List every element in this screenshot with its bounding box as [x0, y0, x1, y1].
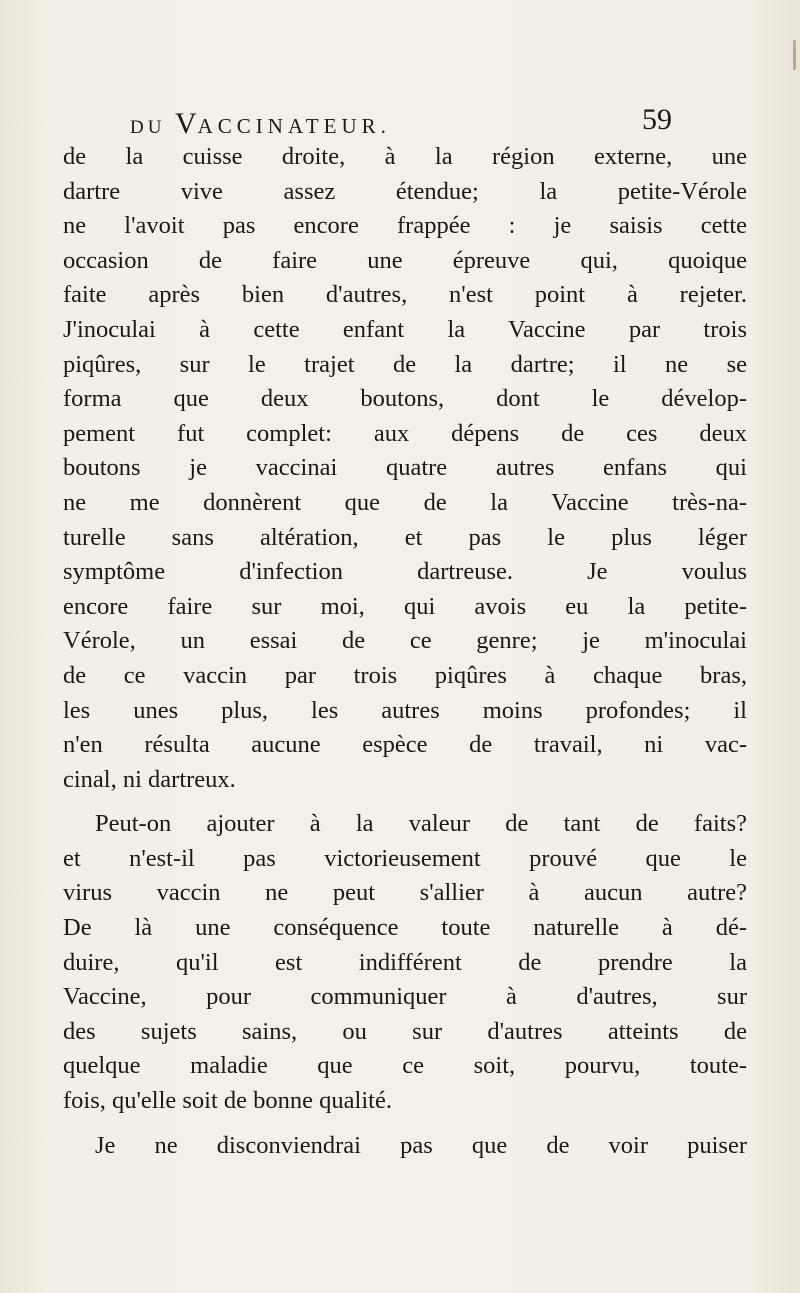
text-line: J'inoculai à cette enfant la Vaccine par trois	[63, 315, 747, 343]
text-line: pement fut complet: aux dépens de ces deux	[63, 419, 747, 447]
text-line: Je ne disconviendrai pas que de voir puiser	[95, 1131, 747, 1159]
text-line: duire, qu'il est indifférent de prendre la	[63, 948, 747, 976]
text-line: de la cuisse droite, à la région externe, une	[63, 143, 747, 170]
text-line: de ce vaccin par trois piqûres à chaque bras,	[63, 661, 747, 689]
text-line: ne me donnèrent que de la Vaccine très-na-	[63, 488, 747, 516]
running-head-initial: V	[174, 107, 198, 140]
text-line: faite après bien d'autres, n'est point à rejeter.	[63, 281, 747, 309]
text-line: Vaccine, pour communiquer à d'autres, sur	[63, 983, 747, 1011]
text-line: Vérole, un essai de ce genre; je m'inoculai	[63, 627, 747, 655]
text-line: boutons je vaccinai quatre autres enfans qui	[63, 454, 747, 482]
running-head-title	[130, 107, 391, 141]
text-line: fois, qu'elle soit de bonne qualité.	[63, 1087, 392, 1115]
paragraph	[63, 807, 747, 1118]
text-line: occasion de faire une épreuve qui, quoique	[63, 246, 747, 274]
text-line: forma que deux boutons, dont le dévelop-	[63, 385, 747, 413]
text-line: virus vaccin ne peut s'allier à aucun autre?	[63, 879, 747, 907]
text-line: ne l'avoit pas encore frappée : je saisis cette	[63, 212, 747, 240]
text-line: Peut-on ajouter à la valeur de tant de faits?	[95, 810, 747, 838]
text-line: quelque maladie que ce soit, pourvu, toute-	[63, 1052, 747, 1080]
text-line: De là une conséquence toute naturelle à dé-	[63, 914, 747, 942]
text-line: symptôme d'infection dartreuse. Je voulus	[63, 558, 747, 586]
paragraph	[63, 140, 747, 797]
text-line: n'en résulta aucune espèce de travail, ni vac-	[63, 731, 747, 759]
text-line: dartre vive assez étendue; la petite-Vérole	[63, 177, 747, 205]
running-head-rest: ACCINATEUR.	[197, 114, 391, 138]
text-line: turelle sans altération, et pas le plus léger	[63, 523, 747, 551]
text-line: et n'est-il pas victorieusement prouvé que le	[63, 844, 747, 872]
text-line: encore faire sur moi, qui avois eu la petite-	[63, 592, 747, 620]
paragraph	[63, 1129, 747, 1164]
text-line: des sujets sains, ou sur d'autres atteints de	[63, 1017, 747, 1045]
page-number: 59	[642, 103, 672, 136]
text-line: cinal, ni dartreux.	[63, 765, 236, 793]
text-line: les unes plus, les autres moins profondes; il	[63, 696, 747, 724]
page-edge-mark	[793, 40, 796, 70]
running-head-du: DU	[130, 117, 166, 138]
body-text	[63, 140, 747, 1163]
text-line: piqûres, sur le trajet de la dartre; il ne se	[63, 350, 747, 378]
